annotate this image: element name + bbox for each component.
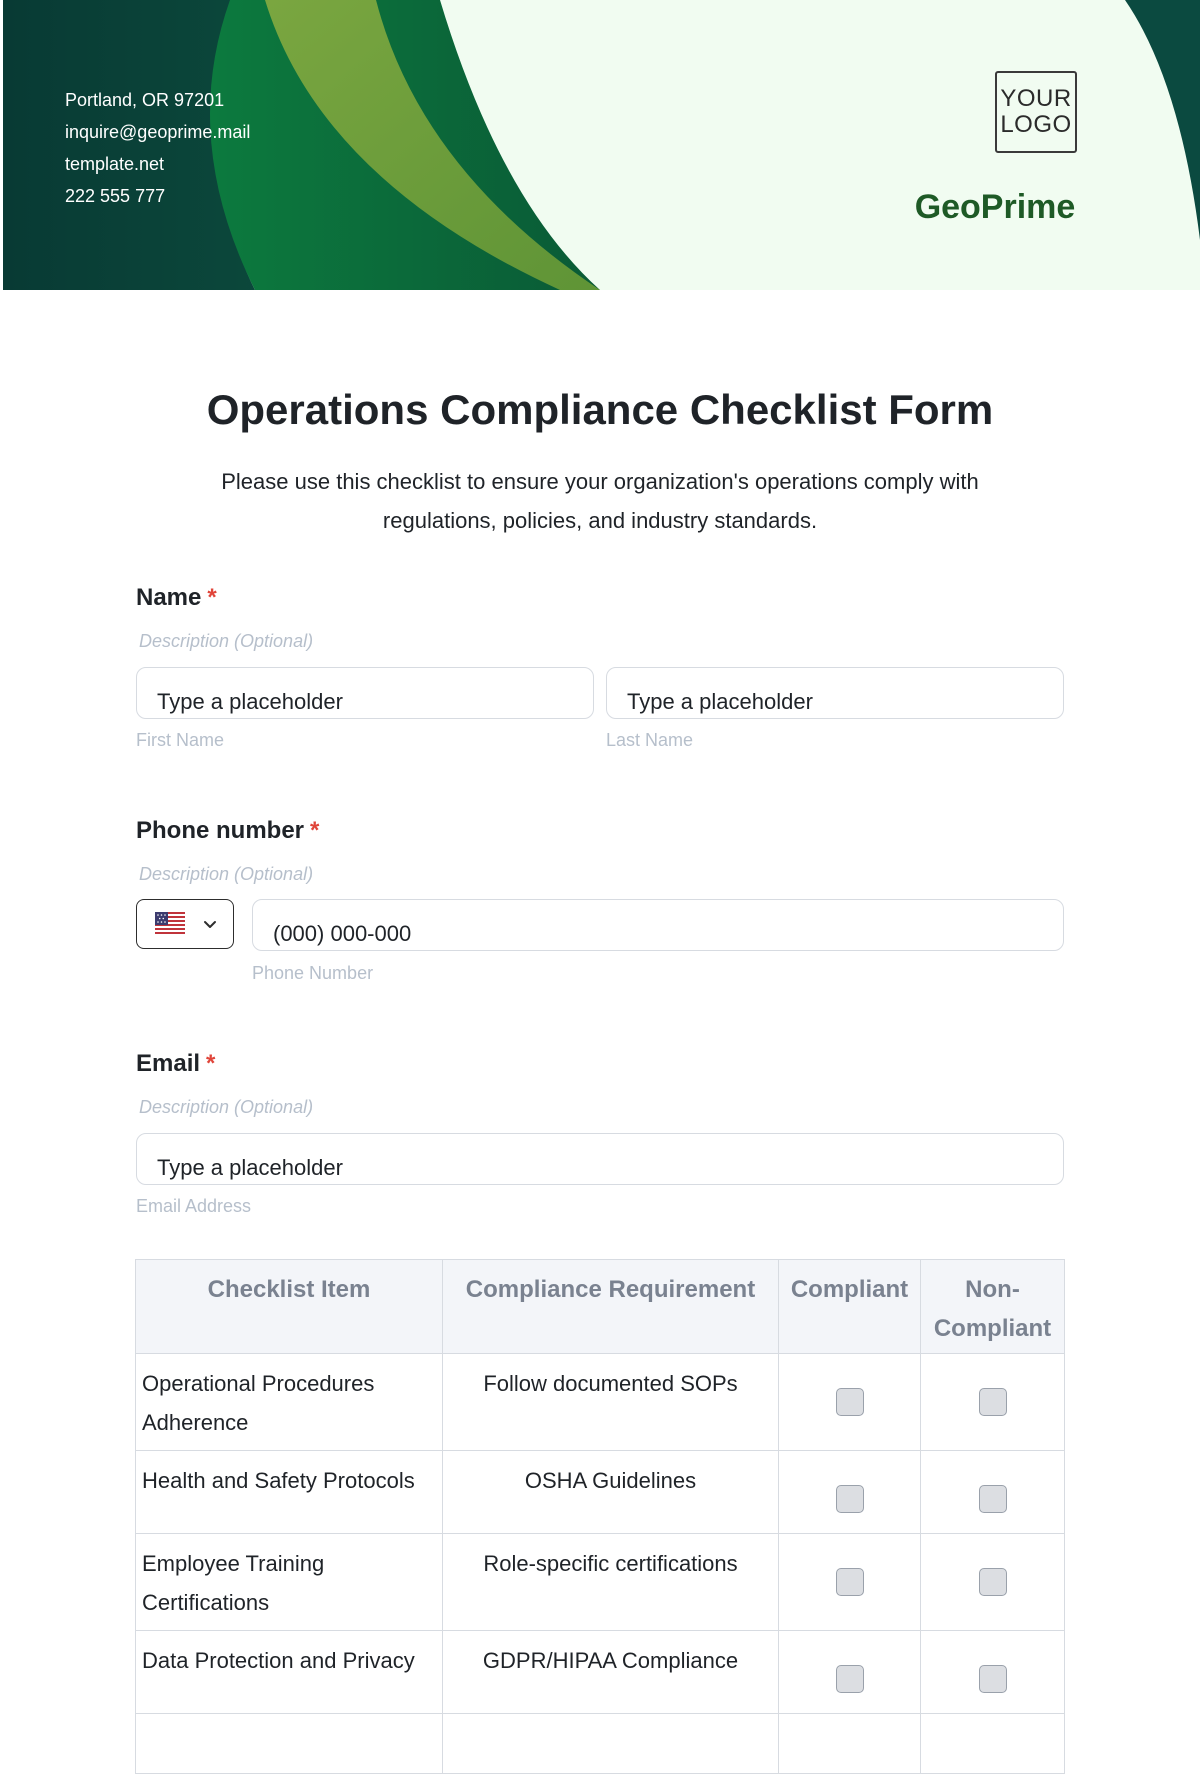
checklist-item-cell: [136, 1714, 443, 1774]
country-code-select[interactable]: [136, 899, 234, 949]
logo-text-line1: YOUR: [1000, 85, 1072, 112]
name-label-text: Name: [136, 584, 202, 611]
compliant-checkbox[interactable]: [836, 1485, 864, 1513]
non-compliant-cell: [921, 1714, 1065, 1774]
table-row: [136, 1714, 1065, 1774]
subtitle-line-2: regulations, policies, and industry standards.: [382, 508, 818, 533]
first-name-sublabel: First Name: [136, 730, 225, 750]
contact-email: inquire@geoprime.mail: [65, 122, 251, 142]
phone-number-input[interactable]: [252, 899, 1064, 951]
compliant-cell: [779, 1451, 921, 1534]
contact-website: template.net: [65, 154, 165, 174]
email-input[interactable]: [136, 1133, 1064, 1185]
last-name-input[interactable]: [606, 667, 1064, 719]
form-subtitle: [170, 462, 1030, 540]
required-marker: *: [206, 1050, 216, 1077]
header-banner: [0, 0, 1200, 290]
requirement-cell: GDPR/HIPAA Compliance: [443, 1631, 779, 1714]
phone-description: Description (Optional): [139, 864, 314, 884]
table-row: [136, 1354, 1065, 1451]
phone-label-text: Phone number: [136, 817, 305, 844]
phone-label: [136, 817, 319, 845]
phone-sublabel: Phone Number: [252, 963, 374, 983]
non-compliant-checkbox[interactable]: [979, 1568, 1007, 1596]
required-marker: *: [310, 817, 320, 844]
compliant-cell: [779, 1714, 921, 1774]
logo-placeholder: [995, 71, 1077, 153]
compliant-cell: [779, 1631, 921, 1714]
requirement-cell: Role-specific certifications: [443, 1534, 779, 1631]
name-description: Description (Optional): [139, 631, 314, 651]
email-sublabel: Email Address: [136, 1196, 252, 1216]
header-non-compliant: Non-Compliant: [921, 1260, 1065, 1354]
checklist-item-cell: Employee Training Certifications: [136, 1534, 443, 1631]
us-flag-icon: [155, 912, 185, 936]
checklist-item-cell: Health and Safety Protocols: [136, 1451, 443, 1534]
subtitle-line-1: Please use this checklist to ensure your organization's operations comply with: [221, 469, 979, 494]
compliant-checkbox[interactable]: [836, 1388, 864, 1416]
requirement-cell: Follow documented SOPs: [443, 1354, 779, 1451]
compliance-checklist-table: [135, 1259, 1065, 1774]
non-compliant-cell: [921, 1534, 1065, 1631]
required-marker: *: [207, 584, 217, 611]
table-header-row: [136, 1260, 1065, 1354]
contact-phone: 222 555 777: [65, 186, 166, 206]
header-compliant: Compliant: [779, 1260, 921, 1354]
checklist-item-cell: Data Protection and Privacy: [136, 1631, 443, 1714]
first-name-input[interactable]: [136, 667, 594, 719]
chevron-down-icon: [203, 920, 217, 930]
table-row: [136, 1451, 1065, 1534]
compliant-checkbox[interactable]: [836, 1665, 864, 1693]
contact-address: Portland, OR 97201: [65, 90, 225, 110]
header-checklist-item: Checklist Item: [136, 1260, 443, 1354]
compliant-checkbox[interactable]: [836, 1568, 864, 1596]
brand-name: GeoPrime: [914, 188, 1076, 226]
email-description: Description (Optional): [139, 1097, 314, 1117]
non-compliant-checkbox[interactable]: [979, 1665, 1007, 1693]
name-label: [136, 584, 217, 612]
compliant-cell: [779, 1354, 921, 1451]
requirement-cell: [443, 1714, 779, 1774]
non-compliant-checkbox[interactable]: [979, 1485, 1007, 1513]
header-compliance-requirement: Compliance Requirement: [443, 1260, 779, 1354]
non-compliant-checkbox[interactable]: [979, 1388, 1007, 1416]
email-label: [136, 1050, 215, 1078]
non-compliant-cell: [921, 1354, 1065, 1451]
contact-info: [65, 84, 250, 212]
checklist-item-cell: Operational Procedures Adherence: [136, 1354, 443, 1451]
email-label-text: Email: [136, 1050, 201, 1077]
non-compliant-cell: [921, 1451, 1065, 1534]
requirement-cell: OSHA Guidelines: [443, 1451, 779, 1534]
compliant-cell: [779, 1534, 921, 1631]
logo-text-line2: LOGO: [1000, 111, 1072, 138]
last-name-sublabel: Last Name: [606, 730, 694, 750]
table-row: [136, 1631, 1065, 1714]
non-compliant-cell: [921, 1631, 1065, 1714]
table-row: [136, 1534, 1065, 1631]
form-title: Operations Compliance Checklist Form: [206, 386, 994, 433]
